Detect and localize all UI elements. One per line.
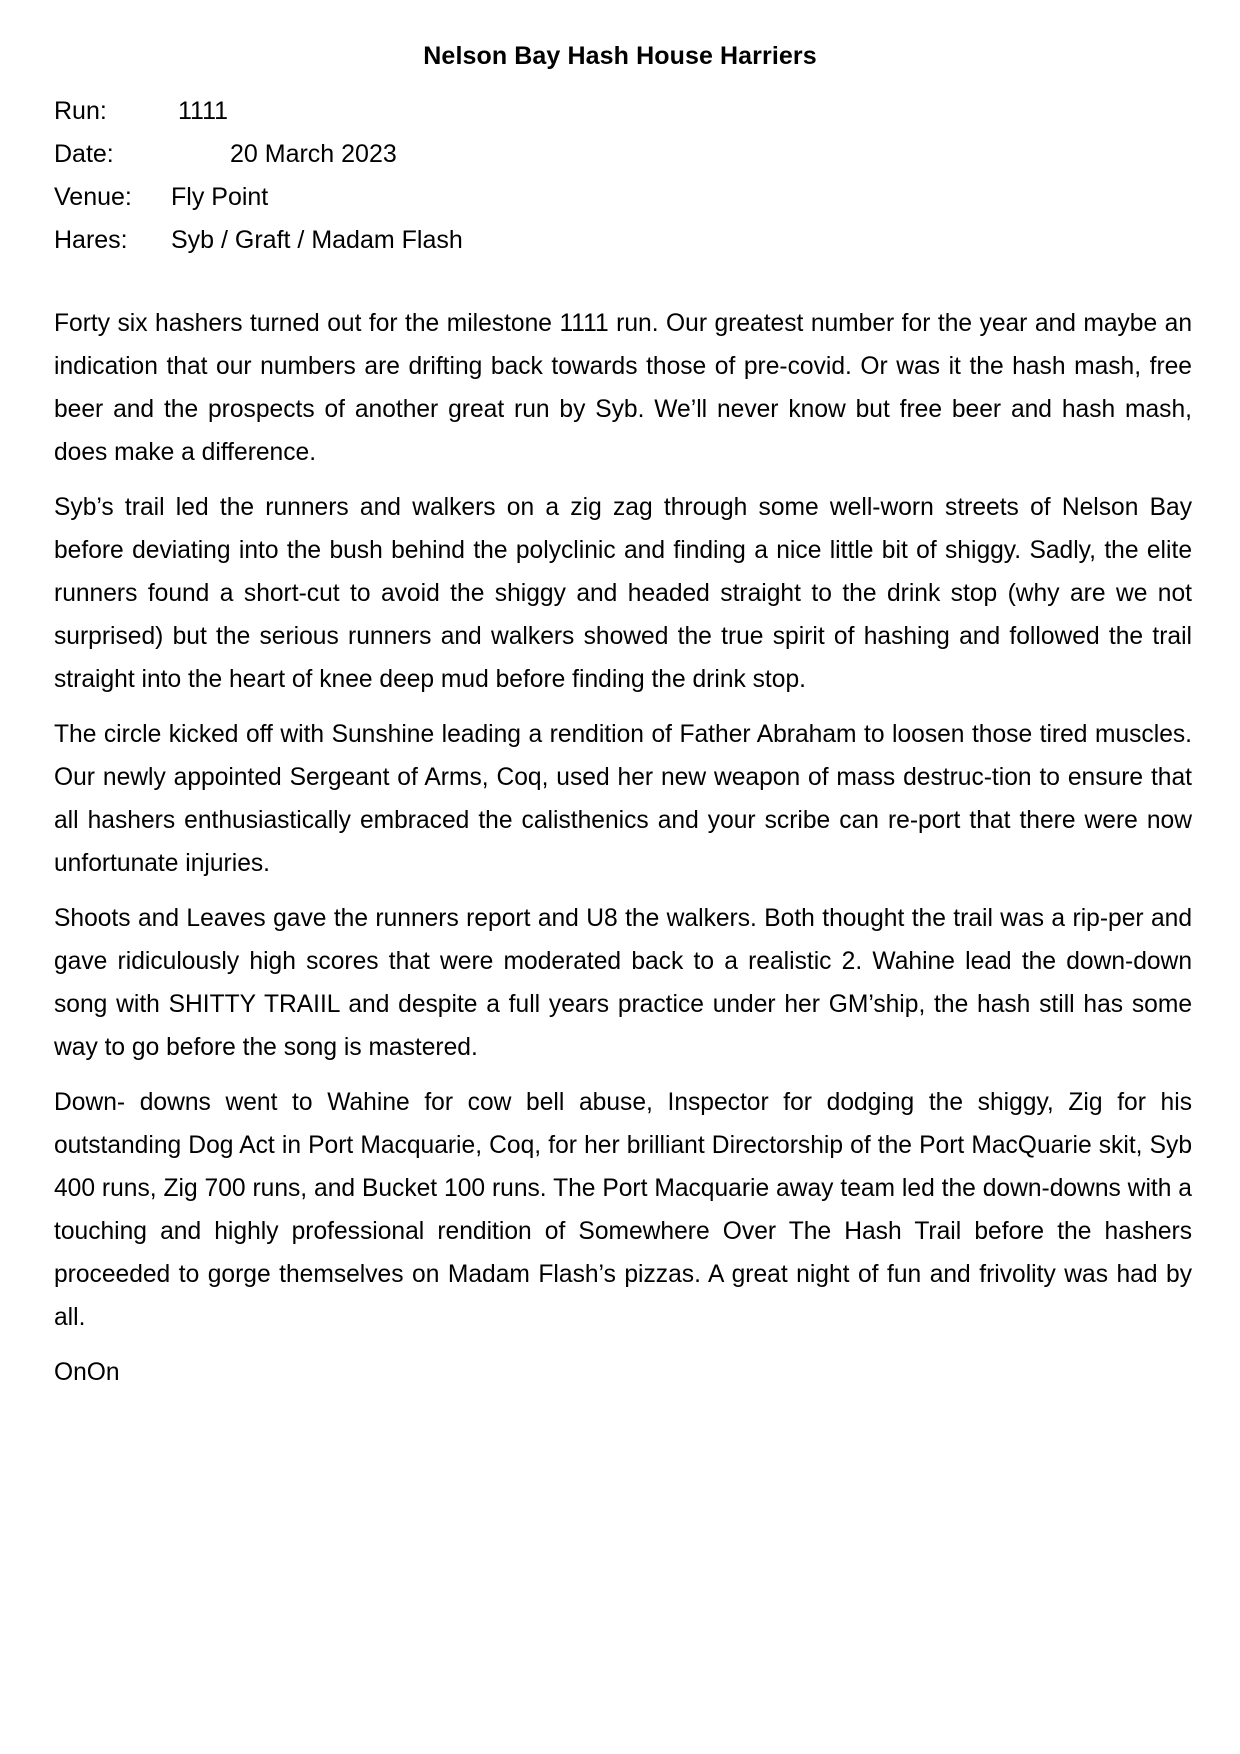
- signoff: OnOn: [54, 1359, 120, 1386]
- date-label: Date:: [54, 140, 114, 168]
- run-label: Run:: [54, 97, 107, 125]
- date-value: 20 March 2023: [230, 140, 397, 168]
- paragraph-trail: Syb’s trail led the runners and walkers on a zig zag through some well-worn streets of Nelson Bay before deviating into the bush behind the polyclinic and finding a nice little bit of shiggy. Sadly, the elite runners found a short-cut to avoid the shiggy and headed straight to the drink stop (why are we not surprised) but the serious runners and walkers showed the true spirit of hashing and followed the trail straight into the heart of knee deep mud before finding the drink stop.: [54, 494, 1192, 693]
- venue-value: Fly Point: [171, 183, 269, 211]
- document-title: Nelson Bay Hash House Harriers: [423, 42, 817, 70]
- paragraph-turnout: Forty six hashers turned out for the milestone 1111 run. Our greatest number for the year and maybe an indication that our numbers are drifting back towards those of pre-covid. Or was it the hash mash, free beer and the prospects of another great run by Syb. We’ll never know but free beer and hash mash, does make a difference.: [54, 310, 1192, 466]
- hares-value: Syb / Graft / Madam Flash: [171, 226, 463, 254]
- report-body: [54, 302, 1192, 1406]
- hares-label: Hares:: [54, 226, 128, 254]
- paragraph-down-downs: Down- downs went to Wahine for cow bell abuse, Inspector for dodging the shiggy, Zig for his outstanding Dog Act in Port Macquarie, Coq, for her brilliant Directorship of the Port MacQuarie skit, Syb 400 runs, Zig 700 runs, and Bucket 100 runs. The Port Macquarie away team led the down-downs with a touching and highly professional rendition of Somewhere Over The Hash Trail before the hashers proceeded to gorge themselves on Madam Flash’s pizzas. A great night of fun and frivolity was had by all.: [54, 1089, 1192, 1331]
- venue-label: Venue:: [54, 183, 132, 211]
- paragraph-circle: The circle kicked off with Sunshine leading a rendition of Father Abraham to loosen those tired muscles. Our newly appointed Sergeant of Arms, Coq, used her new weapon of mass destruc-tion to ensure that all hashers enthusiastically embraced the calisthenics and your scribe can re-port that there were now unfortunate injuries.: [54, 721, 1192, 877]
- paragraph-reports: Shoots and Leaves gave the runners report and U8 the walkers. Both thought the trail was a rip-per and gave ridiculously high scores that were moderated back to a realistic 2. Wahine lead the down-down song with SHITTY TRAIIL and despite a full years practice under her GM’ship, the hash still has some way to go before the song is mastered.: [54, 905, 1192, 1061]
- run-value: 1111: [178, 97, 229, 125]
